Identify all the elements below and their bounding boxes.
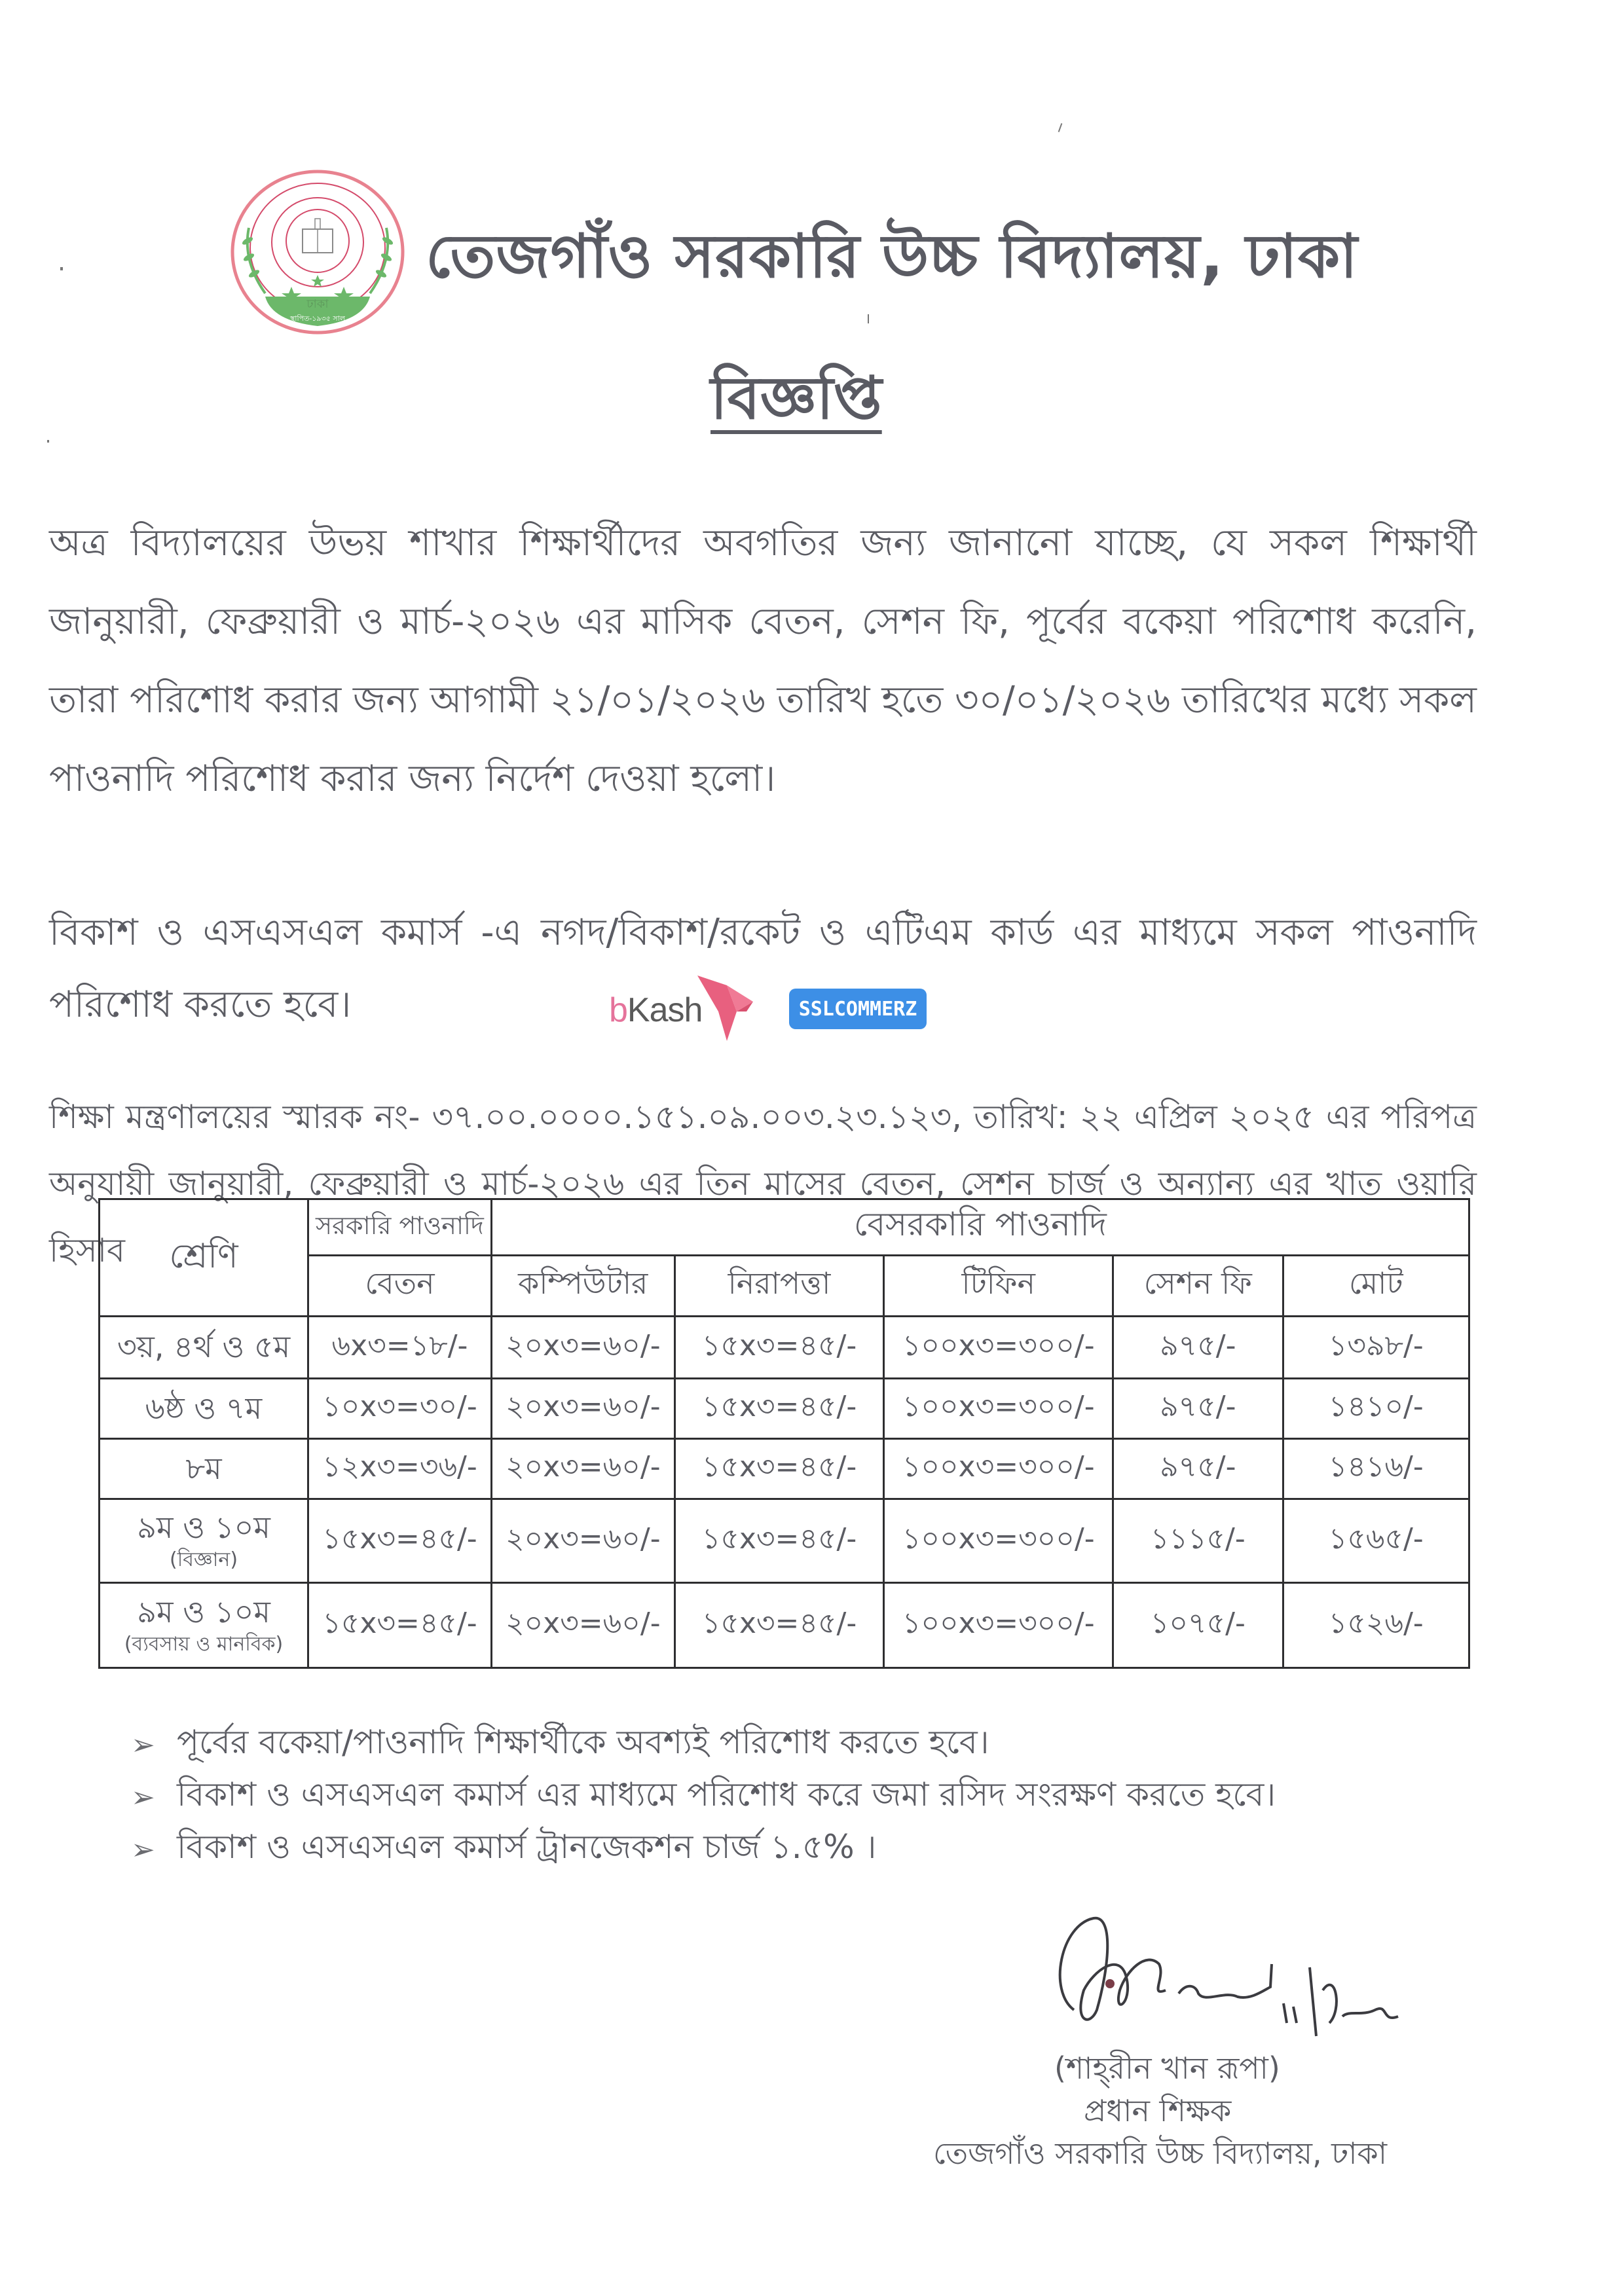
bkash-logo	[609, 972, 766, 1044]
svg-text:ঢাকা: ঢাকা	[306, 297, 329, 311]
note-text: বিকাশ ও এসএসএল কমার্স এর মাধ্যমে পরিশোধ করে জমা রসিদ সংরক্ষণ করতে হবে।	[177, 1775, 1276, 1813]
tiffin-cell: ১০০x৩=৩০০/-	[884, 1439, 1113, 1499]
salary-cell: ১৫x৩=৪৫/-	[308, 1499, 492, 1583]
security-cell: ১৫x৩=৪৫/-	[674, 1379, 884, 1439]
notes-list	[131, 1719, 1441, 1876]
salary-cell: ১০x৩=৩০/-	[308, 1379, 492, 1439]
total-cell: ১৩৯৮/-	[1283, 1317, 1469, 1379]
table-row	[100, 1583, 1469, 1668]
sslcommerz-logo: SSLCOMMERZ	[789, 989, 927, 1029]
ministry-reference-paragraph: শিক্ষা মন্ত্রণালয়ের স্মারক নং- ৩৭.০০.০০০০.১৫১.০৯.০০৩.২৩.১২৩, তারিখ: ২২ এপ্রিল ২০২৫ এর পরিপত্র অনুযায়ী জানুয়ারী, ফেব্রুয়ারী ও মার্চ-২০২৬ এর তিন মাসের বেতন, সেশন চার্জ ও অন্যান্য এর খাত ওয়ারি হিসাব	[49, 1098, 1477, 1269]
session-fee-cell: ৯৭৫/-	[1113, 1317, 1283, 1379]
list-item	[131, 1771, 1441, 1823]
scan-speck	[868, 314, 869, 323]
class-cell: ৯ম ও ১০ম (ব্যবসায় ও মানবিক)	[100, 1583, 308, 1668]
svg-text:স্থাপিত-১৯৩৫ সাল: স্থাপিত-১৯৩৫ সাল	[289, 314, 346, 323]
tiffin-cell: ১০০x৩=৩০০/-	[884, 1583, 1113, 1668]
class-cell: ৯ম ও ১০ম (বিজ্ঞান)	[100, 1499, 308, 1583]
tiffin-cell: ১০০x৩=৩০০/-	[884, 1379, 1113, 1439]
signatory-institution: তেজগাঁও সরকারি উচ্চ বিদ্যালয়, ঢাকা	[933, 2136, 1388, 2171]
signatory-designation: প্রধান শিক্ষক	[1084, 2093, 1232, 2128]
list-item	[131, 1719, 1441, 1771]
fee-breakdown-table	[98, 1198, 1470, 1669]
class-cell: ৮ম	[100, 1439, 308, 1499]
tiffin-cell: ১০০x৩=৩০০/-	[884, 1317, 1113, 1379]
salary-cell: ১২x৩=৩৬/-	[308, 1439, 492, 1499]
table-row	[100, 1379, 1469, 1439]
computer-cell: ২০x৩=৬০/-	[491, 1379, 674, 1439]
scan-speck	[47, 440, 49, 443]
column-header-session-fee: সেশন ফি	[1113, 1256, 1283, 1317]
class-stream-label: (ব্যবসায় ও মানবিক)	[124, 1633, 284, 1656]
session-fee-cell: ১১১৫/-	[1113, 1499, 1283, 1583]
note-text: পূর্বের বকেয়া/পাওনাদি শিক্ষার্থীকে অবশ্যই পরিশোধ করতে হবে।	[177, 1722, 989, 1761]
session-fee-cell: ১০৭৫/-	[1113, 1583, 1283, 1668]
column-header-class: শ্রেণি	[100, 1199, 308, 1317]
session-fee-cell: ৯৭৫/-	[1113, 1439, 1283, 1499]
column-group-private-dues: বেসরকারি পাওনাদি	[491, 1199, 1469, 1256]
class-cell: ৩য়, ৪র্থ ও ৫ম	[100, 1317, 308, 1379]
arrow-bullet-icon: ➢	[131, 1728, 155, 1762]
computer-cell: ২০x৩=৬০/-	[491, 1583, 674, 1668]
bkash-wordmark: bKash	[609, 991, 703, 1029]
total-cell: ১৪১০/-	[1283, 1379, 1469, 1439]
column-header-computer: কম্পিউটার	[491, 1256, 674, 1317]
handwritten-signature-icon	[1035, 1912, 1414, 2043]
class-stream-label: (বিজ্ঞান)	[170, 1548, 238, 1572]
school-name-heading: তেজগাঁও সরকারি উচ্চ বিদ্যালয়, ঢাকা	[426, 221, 1358, 291]
column-header-total: মোট	[1283, 1256, 1469, 1317]
column-header-security: নিরাপত্তা	[674, 1256, 884, 1317]
arrow-bullet-icon: ➢	[131, 1780, 155, 1814]
table-header-row-group	[100, 1199, 1469, 1256]
security-cell: ১৫x৩=৪৫/-	[674, 1317, 884, 1379]
school-logo	[229, 169, 406, 336]
security-cell: ১৫x৩=৪৫/-	[674, 1583, 884, 1668]
total-cell: ১৫৬৫/-	[1283, 1499, 1469, 1583]
table-row	[100, 1317, 1469, 1379]
column-header-salary: বেতন	[308, 1256, 492, 1317]
notice-title: বিজ্ঞপ্তি	[710, 364, 882, 433]
column-header-tiffin: টিফিন	[884, 1256, 1113, 1317]
signature-block	[904, 1912, 1441, 2187]
bkash-bird-icon	[691, 972, 756, 1044]
computer-cell: ২০x৩=৬০/-	[491, 1317, 674, 1379]
school-seal-icon	[229, 169, 406, 336]
table-row	[100, 1439, 1469, 1499]
note-text: বিকাশ ও এসএসএল কমার্স ট্রানজেকশন চার্জ ১.৫% ।	[177, 1827, 877, 1866]
scan-speck	[1058, 123, 1063, 132]
tiffin-cell: ১০০x৩=৩০০/-	[884, 1499, 1113, 1583]
table-row	[100, 1499, 1469, 1583]
salary-cell: ১৫x৩=৪৫/-	[308, 1583, 492, 1668]
computer-cell: ২০x৩=৬০/-	[491, 1439, 674, 1499]
signatory-name: (শাহ্‌রীন খান রূপা)	[1054, 2050, 1280, 2086]
security-cell: ১৫x৩=৪৫/-	[674, 1439, 884, 1499]
payment-method-paragraph: বিকাশ ও এসএসএল কমার্স -এ নগদ/বিকাশ/রকেট ও এটিএম কার্ড এর মাধ্যমে সকল পাওনাদি পরিশোধ করতে হবে।	[49, 911, 1477, 1026]
list-item	[131, 1823, 1441, 1876]
total-cell: ১৪১৬/-	[1283, 1439, 1469, 1499]
notice-intro-paragraph: অত্র বিদ্যালয়ের উভয় শাখার শিক্ষার্থীদের অবগতির জন্য জানানো যাচ্ছে, যে সকল শিক্ষার্থী জানুয়ারী, ফেব্রুয়ারী ও মার্চ-২০২৬ এর মাসিক বেতন, সেশন ফি, পূর্বের বকেয়া পরিশোধ করেনি, তারা পরিশোধ করার জন্য আগামী ২১/০১/২০২৬ তারিখ হতে ৩০/০১/২০২৬ তারিখের মধ্যে সকল পাওনাদি পরিশোধ করার জন্য নির্দেশ দেওয়া হলো।	[49, 522, 1477, 800]
arrow-bullet-icon: ➢	[131, 1832, 155, 1867]
session-fee-cell: ৯৭৫/-	[1113, 1379, 1283, 1439]
scan-speck	[60, 267, 63, 270]
security-cell: ১৫x৩=৪৫/-	[674, 1499, 884, 1583]
salary-cell: ৬x৩=১৮/-	[308, 1317, 492, 1379]
computer-cell: ২০x৩=৬০/-	[491, 1499, 674, 1583]
class-cell: ৬ষ্ঠ ও ৭ম	[100, 1379, 308, 1439]
total-cell: ১৫২৬/-	[1283, 1583, 1469, 1668]
column-group-govt-dues: সরকারি পাওনাদি	[308, 1199, 492, 1256]
